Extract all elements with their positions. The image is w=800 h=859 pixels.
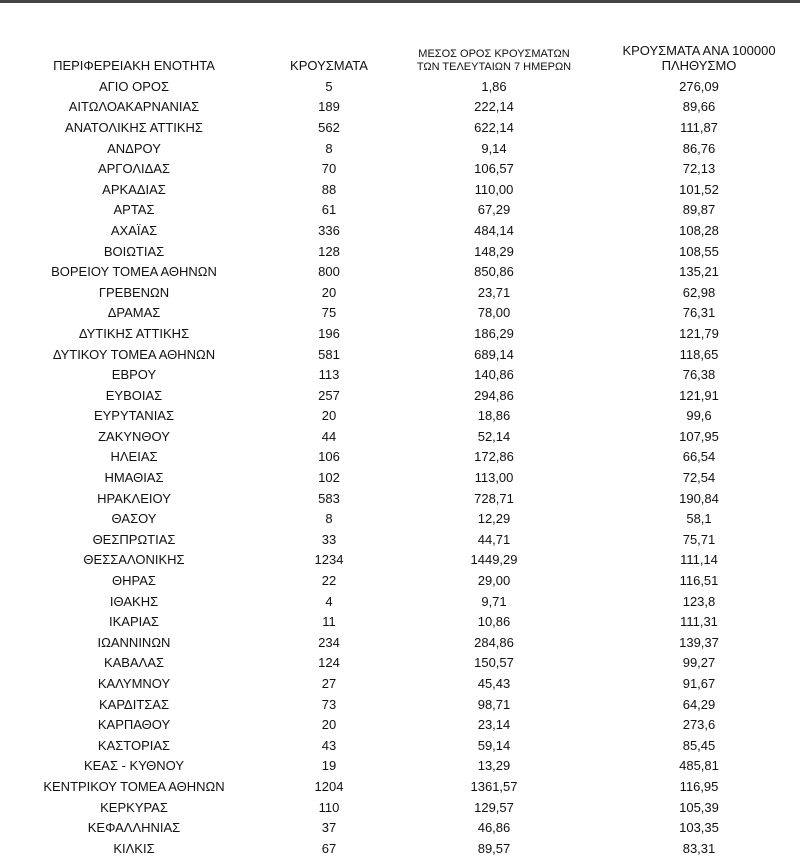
cell-cases: 800: [318, 264, 340, 280]
cell-cases: 20: [321, 717, 337, 733]
cell-per100k: 108,55: [679, 243, 719, 259]
cell-cases: 67: [321, 840, 337, 856]
cell-per100k: 139,37: [679, 634, 719, 650]
cell-region: ΗΜΑΘΙΑΣ: [104, 470, 164, 486]
cell-cases: 102: [318, 470, 340, 486]
table-row: [0, 406, 800, 427]
cell-per100k: 107,95: [679, 428, 719, 444]
cell-cases: 581: [318, 346, 340, 362]
table-row: [0, 550, 800, 571]
cell-avg7: 284,86: [474, 634, 514, 650]
header-per100k-line1: ΚΡΟΥΣΜΑΤΑ ΑΝΑ 100000: [622, 42, 776, 58]
cell-cases: 189: [318, 99, 340, 115]
cell-region: ΑΧΑΪΑΣ: [110, 222, 158, 238]
cell-region: ΕΒΡΟΥ: [111, 367, 157, 383]
cell-per100k: 86,76: [682, 140, 716, 156]
table-row: [0, 282, 800, 303]
cell-region: ΗΡΑΚΛΕΙΟΥ: [97, 490, 171, 506]
cell-avg7: 140,86: [474, 367, 514, 383]
cell-avg7: 23,71: [477, 284, 511, 300]
cell-region: ΖΑΚΥΝΘΟΥ: [98, 428, 170, 444]
cell-region: ΘΕΣΣΑΛΟΝΙΚΗΣ: [83, 552, 185, 568]
cell-avg7: 294,86: [474, 387, 514, 403]
cell-per100k: 116,51: [679, 573, 719, 589]
cases-table: [0, 34, 800, 859]
cell-cases: 20: [321, 408, 337, 424]
cell-region: ΑΙΤΩΛΟΑΚΑΡΝΑΝΙΑΣ: [68, 99, 200, 115]
table-row: [0, 97, 800, 118]
table-row: [0, 570, 800, 591]
cell-per100k: 89,87: [682, 202, 716, 218]
cell-cases: 583: [318, 490, 340, 506]
cell-per100k: 99,6: [686, 408, 712, 424]
cell-avg7: 622,14: [474, 119, 514, 135]
table-row: [0, 714, 800, 735]
cell-avg7: 52,14: [477, 428, 511, 444]
cell-region: ΓΡΕΒΕΝΩΝ: [98, 284, 170, 300]
cell-avg7: 1361,57: [470, 778, 518, 794]
cell-region: ΕΥΡΥΤΑΝΙΑΣ: [93, 408, 175, 424]
cell-avg7: 23,14: [477, 717, 511, 733]
cell-region: ΒΟΙΩΤΙΑΣ: [103, 243, 165, 259]
cell-avg7: 46,86: [477, 820, 511, 836]
cell-region: ΙΘΑΚΗΣ: [109, 593, 159, 609]
table-row: [0, 735, 800, 756]
cell-region: ΚΑΡΠΑΘΟΥ: [97, 717, 171, 733]
cell-cases: 1234: [314, 552, 344, 568]
cell-region: ΘΗΡΑΣ: [112, 573, 156, 589]
cell-cases: 19: [321, 758, 337, 774]
cell-avg7: 9,14: [481, 140, 507, 156]
table-row: [0, 508, 800, 529]
header-avg7-line1: ΜΕΣΟΣ ΟΡΟΣ ΚΡΟΥΣΜΑΤΩΝ: [418, 47, 570, 60]
cell-per100k: 64,29: [682, 696, 716, 712]
cell-region: ΚΑΒΑΛΑΣ: [103, 655, 165, 671]
cell-per100k: 190,84: [679, 490, 719, 506]
cell-per100k: 276,09: [679, 78, 719, 94]
cell-avg7: 18,86: [477, 408, 511, 424]
header-region: ΠΕΡΙΦΕΡΕΙΑΚΗ ΕΝΟΤΗΤΑ: [53, 58, 215, 74]
cell-region: ΑΓΙΟ ΟΡΟΣ: [98, 78, 170, 94]
cell-per100k: 85,45: [682, 737, 716, 753]
cell-cases: 20: [321, 284, 337, 300]
cell-region: ΗΛΕΙΑΣ: [110, 449, 158, 465]
cell-region: ΚΕΝΤΡΙΚΟΥ ΤΟΜΕΑ ΑΘΗΝΩΝ: [43, 778, 225, 794]
cell-cases: 196: [318, 325, 340, 341]
cell-cases: 234: [318, 634, 340, 650]
cell-per100k: 76,31: [682, 305, 716, 321]
cell-cases: 562: [318, 119, 340, 135]
cell-cases: 8: [325, 140, 333, 156]
cell-avg7: 689,14: [474, 346, 514, 362]
cell-cases: 4: [325, 593, 333, 609]
cell-region: ΔΥΤΙΚΗΣ ΑΤΤΙΚΗΣ: [78, 325, 190, 341]
cell-per100k: 108,28: [679, 222, 719, 238]
table-row: [0, 303, 800, 324]
cell-region: ΚΙΛΚΙΣ: [113, 840, 155, 856]
cell-avg7: 98,71: [477, 696, 511, 712]
cell-cases: 110: [318, 799, 340, 815]
cell-cases: 22: [321, 573, 337, 589]
cell-per100k: 75,71: [682, 531, 716, 547]
cell-cases: 73: [321, 696, 337, 712]
cell-region: ΑΝΔΡΟΥ: [107, 140, 161, 156]
table-row: [0, 632, 800, 653]
cell-per100k: 89,66: [682, 99, 716, 115]
cell-avg7: 1,86: [481, 78, 507, 94]
table-row: [0, 756, 800, 777]
cell-avg7: 484,14: [474, 222, 514, 238]
cell-per100k: 62,98: [682, 284, 716, 300]
cell-region: ΚΑΣΤΟΡΙΑΣ: [97, 737, 171, 753]
table-row: [0, 591, 800, 612]
cell-avg7: 186,29: [474, 325, 514, 341]
cell-avg7: 129,57: [474, 799, 514, 815]
table-row: [0, 529, 800, 550]
cell-cases: 61: [321, 202, 337, 218]
cell-avg7: 13,29: [477, 758, 511, 774]
cell-region: ΔΥΤΙΚΟΥ ΤΟΜΕΑ ΑΘΗΝΩΝ: [52, 346, 216, 362]
cell-cases: 1204: [314, 778, 344, 794]
table-row: [0, 76, 800, 97]
table-row: [0, 776, 800, 797]
header-per100k: [598, 34, 800, 76]
cell-cases: 124: [318, 655, 340, 671]
cell-avg7: 113,00: [474, 470, 514, 486]
cell-avg7: 850,86: [474, 264, 514, 280]
top-border-line: [0, 0, 800, 3]
cell-region: ΘΑΣΟΥ: [111, 511, 157, 527]
table-body: [0, 76, 800, 859]
cell-per100k: 105,39: [679, 799, 719, 815]
cell-region: ΚΑΡΔΙΤΣΑΣ: [98, 696, 170, 712]
cell-avg7: 78,00: [477, 305, 511, 321]
cell-cases: 43: [321, 737, 337, 753]
header-avg7: [390, 34, 598, 76]
cell-per100k: 72,54: [682, 470, 716, 486]
cell-avg7: 1449,29: [470, 552, 518, 568]
cell-region: ΕΥΒΟΙΑΣ: [105, 387, 163, 403]
cell-per100k: 101,52: [679, 181, 719, 197]
cell-per100k: 116,95: [679, 778, 719, 794]
cell-region: ΙΚΑΡΙΑΣ: [109, 614, 159, 630]
cell-region: ΘΕΣΠΡΩΤΙΑΣ: [92, 531, 176, 547]
header-cases: ΚΡΟΥΣΜΑΤΑ: [290, 58, 368, 74]
cell-cases: 113: [318, 367, 340, 383]
cell-per100k: 111,31: [680, 614, 718, 630]
table-row: [0, 694, 800, 715]
cell-region: ΚΕΑΣ - ΚΥΘΝΟΥ: [83, 758, 185, 774]
cell-avg7: 172,86: [474, 449, 514, 465]
cell-per100k: 111,87: [680, 119, 718, 135]
cell-per100k: 91,67: [682, 676, 716, 692]
cell-avg7: 110,00: [474, 181, 514, 197]
table-row: [0, 467, 800, 488]
header-avg7-line2: ΤΩΝ ΤΕΛΕΥΤΑΙΩΝ 7 ΗΜΕΡΩΝ: [416, 60, 572, 73]
cell-region: ΚΕΡΚΥΡΑΣ: [100, 799, 168, 815]
table-row: [0, 447, 800, 468]
table-row: [0, 385, 800, 406]
table-row: [0, 797, 800, 818]
cell-region: ΙΩΑΝΝΙΝΩΝ: [97, 634, 171, 650]
cell-region: ΑΡΚΑΔΙΑΣ: [102, 181, 166, 197]
table-row: [0, 673, 800, 694]
table-row: [0, 138, 800, 159]
cell-cases: 88: [321, 181, 337, 197]
table-row: [0, 323, 800, 344]
cell-avg7: 67,29: [477, 202, 511, 218]
cell-region: ΑΡΓΟΛΙΔΑΣ: [97, 161, 171, 177]
cell-per100k: 99,27: [682, 655, 716, 671]
cell-region: ΚΑΛΥΜΝΟΥ: [97, 676, 171, 692]
cell-per100k: 485,81: [679, 758, 719, 774]
cell-avg7: 44,71: [477, 531, 511, 547]
cell-per100k: 118,65: [679, 346, 719, 362]
header-per100k-line2: ΠΛΗΘΥΣΜΟ: [661, 58, 737, 74]
table-row: [0, 344, 800, 365]
cell-cases: 5: [325, 78, 333, 94]
cell-avg7: 106,57: [474, 161, 514, 177]
table-row: [0, 179, 800, 200]
cell-region: ΑΡΤΑΣ: [113, 202, 155, 218]
table-row: [0, 611, 800, 632]
cell-avg7: 150,57: [474, 655, 514, 671]
cell-per100k: 135,21: [679, 264, 719, 280]
table-row: [0, 838, 800, 859]
cell-avg7: 728,71: [474, 490, 514, 506]
cell-cases: 257: [318, 387, 340, 403]
cell-cases: 33: [321, 531, 337, 547]
table-row: [0, 220, 800, 241]
cell-cases: 75: [321, 305, 337, 321]
cell-per100k: 111,14: [680, 552, 718, 568]
cell-avg7: 222,14: [474, 99, 514, 115]
cell-cases: 27: [321, 676, 337, 692]
cell-cases: 8: [325, 511, 333, 527]
cell-cases: 37: [321, 820, 337, 836]
cell-per100k: 58,1: [686, 511, 712, 527]
table-row: [0, 158, 800, 179]
cell-avg7: 12,29: [477, 511, 511, 527]
cell-per100k: 83,31: [682, 840, 716, 856]
table-header-row: [0, 34, 800, 76]
table-row: [0, 653, 800, 674]
cell-per100k: 121,79: [679, 325, 719, 341]
cell-cases: 336: [318, 222, 340, 238]
cell-per100k: 103,35: [679, 820, 719, 836]
cell-cases: 106: [318, 449, 340, 465]
table-row: [0, 817, 800, 838]
table-row: [0, 488, 800, 509]
cell-cases: 11: [322, 614, 336, 630]
cell-per100k: 121,91: [679, 387, 719, 403]
cell-avg7: 45,43: [477, 676, 511, 692]
cell-avg7: 29,00: [477, 573, 511, 589]
cell-region: ΒΟΡΕΙΟΥ ΤΟΜΕΑ ΑΘΗΝΩΝ: [51, 264, 217, 280]
table-row: [0, 426, 800, 447]
cell-per100k: 72,13: [682, 161, 716, 177]
table-row: [0, 117, 800, 138]
cell-per100k: 273,6: [682, 717, 716, 733]
cell-region: ΔΡΑΜΑΣ: [107, 305, 161, 321]
cell-per100k: 66,54: [682, 449, 716, 465]
table-row: [0, 364, 800, 385]
cell-avg7: 10,86: [477, 614, 511, 630]
cell-per100k: 123,8: [682, 593, 716, 609]
table-row: [0, 261, 800, 282]
cell-region: ΚΕΦΑΛΛΗΝΙΑΣ: [87, 820, 181, 836]
cell-avg7: 59,14: [477, 737, 511, 753]
cell-per100k: 76,38: [682, 367, 716, 383]
table-row: [0, 241, 800, 262]
cell-cases: 44: [321, 428, 337, 444]
cell-avg7: 89,57: [477, 840, 511, 856]
cell-cases: 128: [318, 243, 340, 259]
table-row: [0, 200, 800, 221]
cell-avg7: 148,29: [474, 243, 514, 259]
cell-cases: 70: [321, 161, 337, 177]
cell-avg7: 9,71: [481, 593, 507, 609]
cell-region: ΑΝΑΤΟΛΙΚΗΣ ΑΤΤΙΚΗΣ: [65, 119, 203, 135]
